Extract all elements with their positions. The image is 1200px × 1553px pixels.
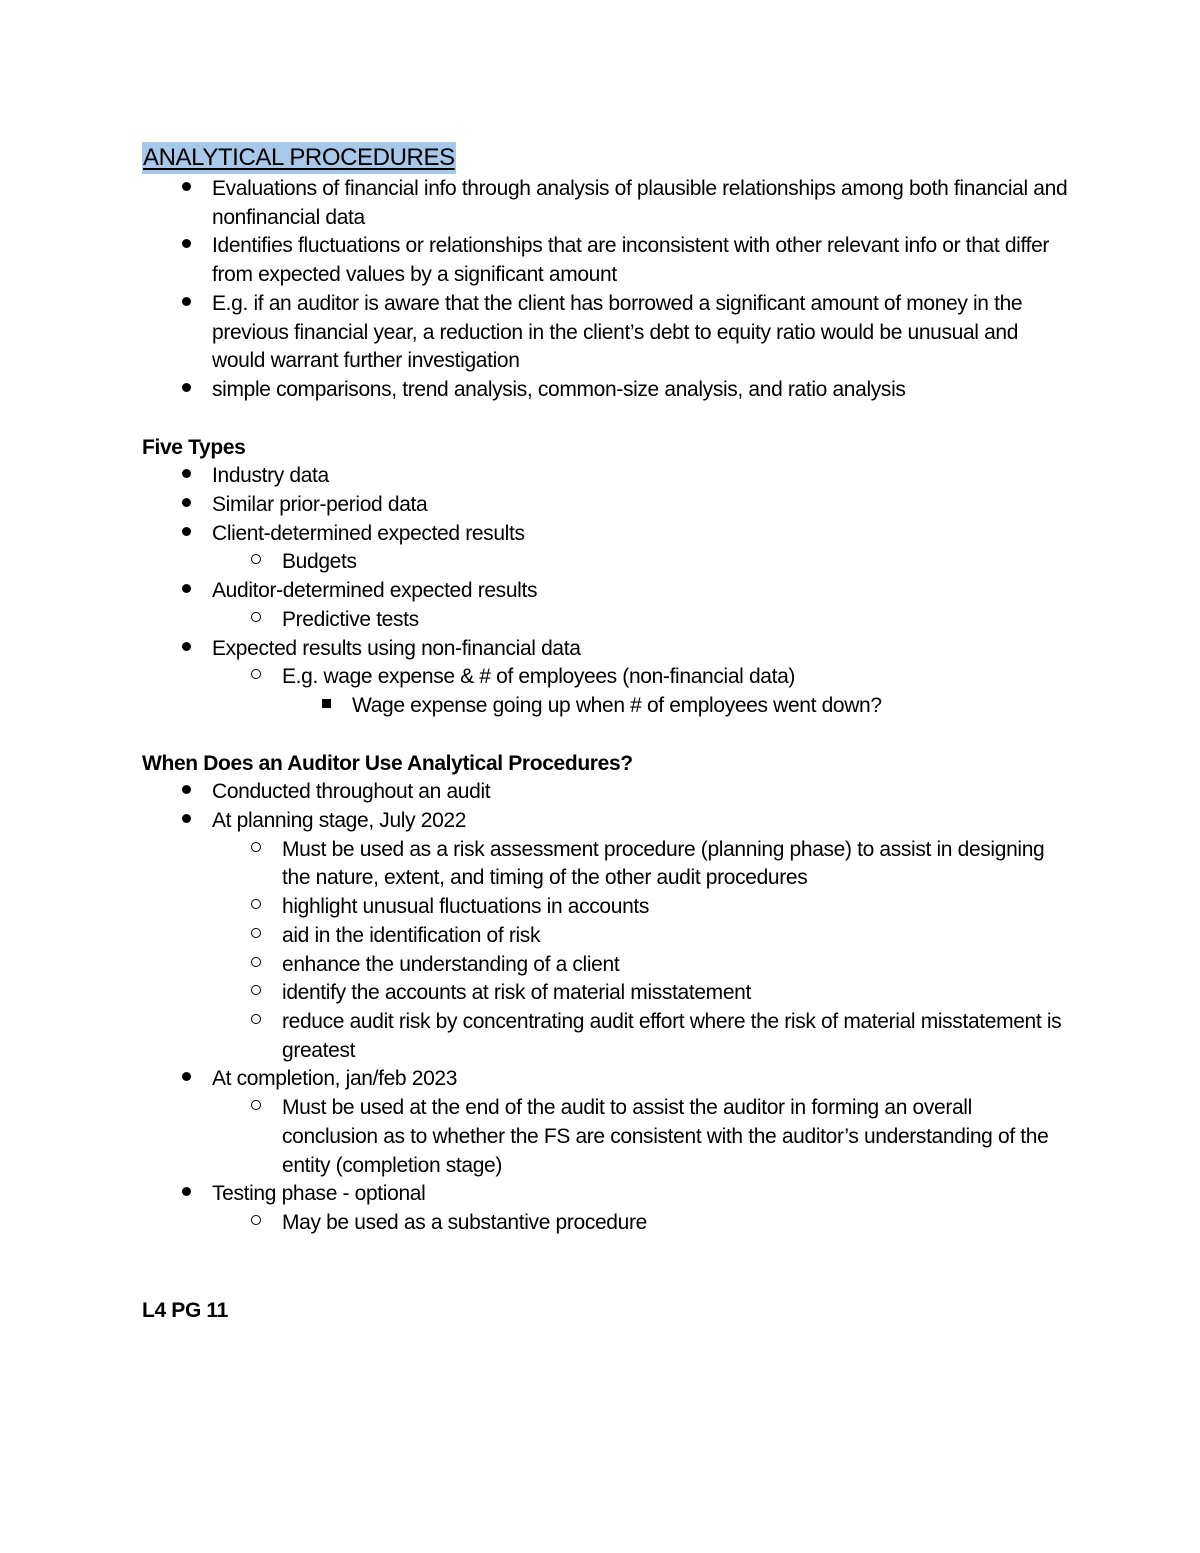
when-used-sublist (212, 1209, 1072, 1238)
intro-bullet-text: simple comparisons, trend analysis, common-size analysis, and ratio analysis (212, 377, 906, 401)
five-types-list (142, 462, 1072, 720)
bullet-disc-icon (176, 520, 196, 549)
when-used-item (142, 807, 1072, 1065)
bullet-disc-icon (176, 175, 196, 204)
when-used-subitem-text: Must be used as a risk assessment procedure (planning phase) to assist in designing the nature, extent, and timing of the other audit procedures (282, 837, 1045, 890)
bullet-square-icon (316, 692, 336, 721)
five-types-item-text: Expected results using non-financial data (212, 636, 581, 660)
five-types-item (142, 491, 1072, 520)
spacer (142, 405, 1072, 434)
bullet-disc-icon (176, 577, 196, 606)
intro-bullet-text: Evaluations of financial info through analysis of plausible relationships among both financial and nonfinancial data (212, 177, 1068, 229)
five-types-sublist (212, 606, 1072, 635)
when-used-sublist (212, 1094, 1072, 1180)
when-used-subitem (212, 1209, 1072, 1238)
when-used-item-text: At completion, jan/feb 2023 (212, 1067, 458, 1091)
bullet-circle-icon (246, 663, 266, 692)
five-types-sublist (212, 663, 1072, 720)
bullet-circle-icon (246, 1008, 266, 1037)
five-types-item (142, 520, 1072, 577)
when-used-item (142, 1065, 1072, 1180)
five-types-subsublist (282, 692, 1072, 721)
five-types-item-text: Auditor-determined expected results (212, 579, 538, 603)
page-reference-label: L4 PG 11 (142, 1298, 228, 1322)
intro-bullet-text: E.g. if an auditor is aware that the client has borrowed a significant amount of money in the previous financial year, a reduction in the client’s debt to equity ratio would be unusual and would warrant further investigation (212, 291, 1023, 373)
five-types-subitem (212, 548, 1072, 577)
bullet-circle-icon (246, 1209, 266, 1238)
when-used-subitem (212, 1094, 1072, 1180)
when-used-subitem (212, 922, 1072, 951)
when-used-subitem (212, 951, 1072, 980)
intro-bullet-list (142, 175, 1072, 405)
document-page (142, 142, 1072, 1325)
five-types-sublist (212, 548, 1072, 577)
when-used-sublist (212, 836, 1072, 1066)
bullet-circle-icon (246, 979, 266, 1008)
five-types-subsubitem-text: Wage expense going up when # of employees went down? (352, 693, 882, 717)
bullet-circle-icon (246, 836, 266, 865)
when-used-subitem (212, 893, 1072, 922)
five-types-subitem-text: E.g. wage expense & # of employees (non-financial data) (282, 665, 796, 689)
when-used-subitem-text: highlight unusual fluctuations in accounts (282, 895, 650, 919)
five-types-item (142, 635, 1072, 721)
five-types-subitem (212, 606, 1072, 635)
bullet-circle-icon (246, 548, 266, 577)
bullet-disc-icon (176, 807, 196, 836)
when-used-item-text: Testing phase - optional (212, 1182, 426, 1206)
five-types-item-text: Similar prior-period data (212, 493, 428, 517)
when-used-subitem-text: aid in the identification of risk (282, 923, 541, 947)
bullet-circle-icon (246, 951, 266, 980)
five-types-heading: Five Types (142, 435, 246, 459)
intro-bullet (142, 175, 1072, 232)
when-used-item (142, 778, 1072, 807)
five-types-subsubitem (282, 692, 1072, 721)
bullet-disc-icon (176, 635, 196, 664)
five-types-item-text: Client-determined expected results (212, 521, 525, 545)
when-used-list (142, 778, 1072, 1237)
when-used-item (142, 1180, 1072, 1237)
when-used-item-text: Conducted throughout an audit (212, 780, 491, 804)
intro-bullet (142, 290, 1072, 376)
when-used-subitem (212, 1008, 1072, 1065)
five-types-item (142, 577, 1072, 634)
when-used-subitem-text: reduce audit risk by concentrating audit effort where the risk of material misstatement is greatest (282, 1009, 1062, 1062)
when-used-subitem (212, 979, 1072, 1008)
five-types-subitem (212, 663, 1072, 720)
bullet-disc-icon (176, 778, 196, 807)
five-types-item (142, 462, 1072, 491)
when-used-heading: When Does an Auditor Use Analytical Procedures? (142, 751, 633, 775)
document-title: ANALYTICAL PROCEDURES (142, 142, 456, 174)
bullet-disc-icon (176, 232, 196, 261)
when-used-subitem-text: enhance the understanding of a client (282, 952, 620, 976)
spacer (142, 721, 1072, 750)
bullet-disc-icon (176, 376, 196, 405)
bullet-disc-icon (176, 1065, 196, 1094)
intro-bullet (142, 232, 1072, 289)
five-types-item-text: Industry data (212, 464, 329, 488)
when-used-subitem-text: Must be used at the end of the audit to assist the auditor in forming an overall conclusion as to whether the FS are consistent with the auditor’s understanding of the entity (completion stage) (282, 1096, 1049, 1177)
when-used-subitem-text: identify the accounts at risk of material misstatement (282, 981, 751, 1005)
bullet-disc-icon (176, 290, 196, 319)
when-used-subitem (212, 836, 1072, 893)
bullet-circle-icon (246, 922, 266, 951)
bullet-circle-icon (246, 893, 266, 922)
five-types-subitem-text: Budgets (282, 550, 357, 574)
bullet-disc-icon (176, 462, 196, 491)
when-used-item-text: At planning stage, July 2022 (212, 809, 467, 833)
bullet-disc-icon (176, 491, 196, 520)
intro-bullet (142, 376, 1072, 405)
bullet-circle-icon (246, 1094, 266, 1123)
intro-bullet-text: Identifies fluctuations or relationships that are inconsistent with other relevant info or that differ from expected values by a significant amount (212, 234, 1050, 287)
five-types-subitem-text: Predictive tests (282, 607, 419, 631)
bullet-circle-icon (246, 606, 266, 635)
bullet-disc-icon (176, 1180, 196, 1209)
when-used-subitem-text: May be used as a substantive procedure (282, 1210, 647, 1234)
